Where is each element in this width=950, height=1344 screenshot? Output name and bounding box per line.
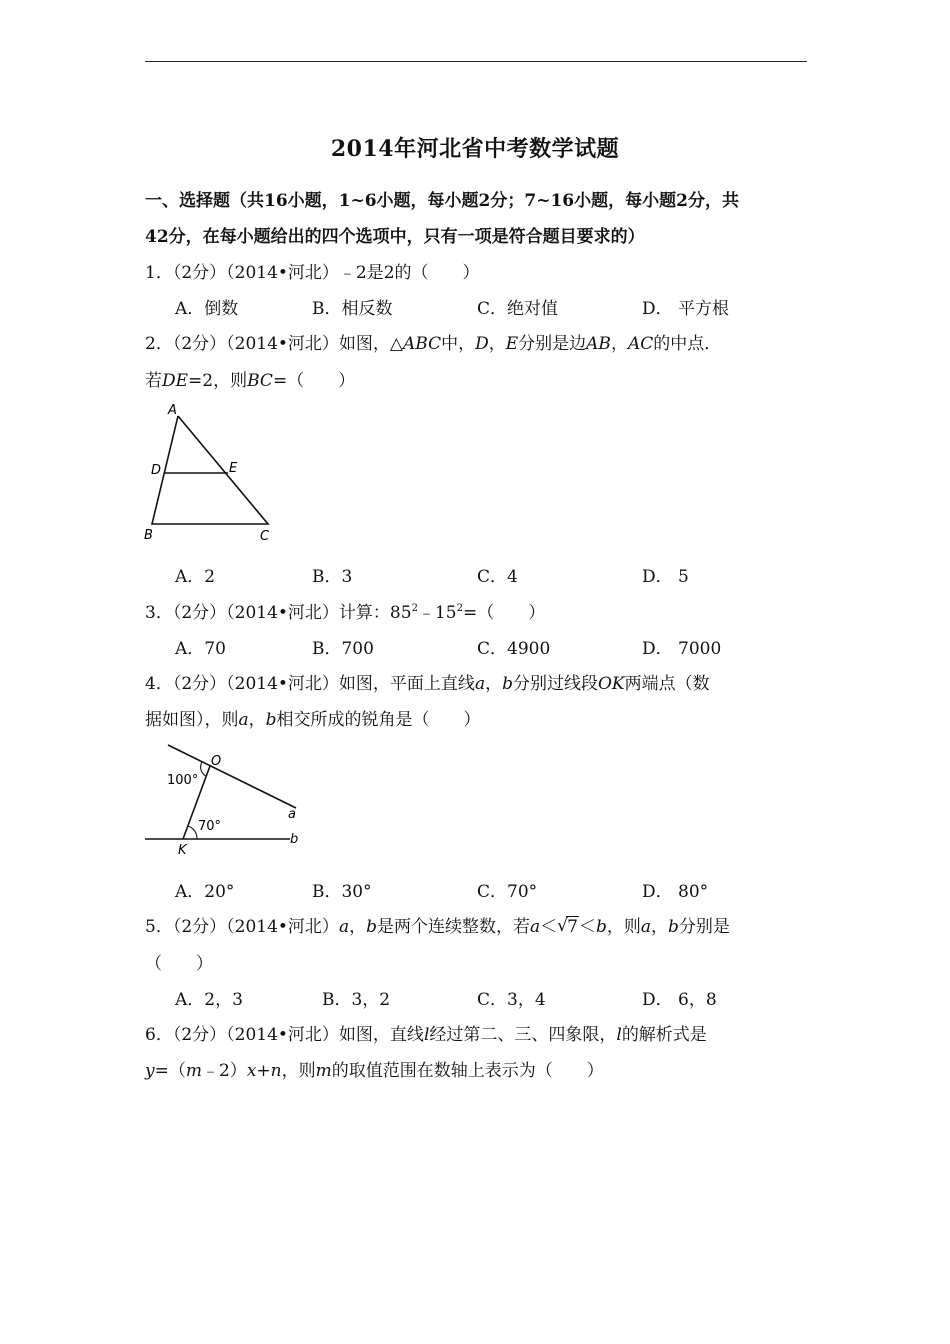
q2-var-e: E (505, 334, 519, 354)
q2-var-ac: AC (627, 334, 654, 354)
q3-exponent: 2 (456, 603, 463, 614)
q5-text: ＜ (578, 917, 596, 937)
q4-label-a: a (288, 807, 296, 822)
q4-var-a: a (474, 674, 486, 694)
q5-sqrt (557, 915, 579, 939)
q4-text: 4．（2分）（2014•河北）如图，平面上直线 (145, 674, 475, 694)
q2-var-d: D (475, 334, 489, 354)
q3-text: 3．（2分）（2014•河北）计算：85 (145, 603, 412, 623)
q2-option-c: C．4 (477, 567, 518, 587)
q2-label-d: D (151, 463, 162, 478)
q4-text: ， (248, 710, 266, 730)
q4-text: ， (485, 674, 503, 694)
q2-label-c: C (260, 529, 270, 544)
q3-text: =（ ） (462, 603, 546, 623)
q4-text: 相交所成的锐角是（ ） (276, 710, 481, 730)
q4-option-a: A．20° (175, 882, 235, 902)
q6-text: 的取值范围在数轴上表示为（ ） (331, 1061, 604, 1081)
q5-text: ， (349, 917, 367, 937)
q4-stem-line2 (145, 708, 481, 732)
q5-var-b: b (667, 917, 679, 937)
q2-text: ， (610, 334, 628, 354)
q3-option-a: A．70 (175, 639, 226, 659)
q1-option-d: D． 平方根 (642, 299, 730, 319)
q2-option-a: A．2 (175, 567, 216, 587)
q4-option-b: B．30° (312, 882, 372, 902)
q6-var-y: y (145, 1061, 155, 1081)
q2-text: 2．（2分）（2014•河北）如图，△ (145, 334, 403, 354)
q1-option-b: B．相反数 (312, 299, 393, 319)
q5-option-a: A．2，3 (175, 990, 243, 1010)
q3-stem (145, 601, 545, 625)
q4-option-c: C．70° (477, 882, 538, 902)
q5-radicand: 7 (567, 917, 578, 937)
q5-var-a: a (640, 917, 651, 937)
q4-var-b: b (502, 674, 513, 694)
q2-text: 的中点． (653, 334, 722, 354)
q2-option-b: B．3 (312, 567, 353, 587)
q6-text: ﹣2） (201, 1061, 247, 1081)
q4-label-b: b (290, 832, 299, 847)
q3-option-b: B．700 (312, 639, 374, 659)
q3-option-c: C．4900 (477, 639, 551, 659)
q4-label-100: 100° (167, 773, 199, 788)
q6-var-m: m (185, 1061, 202, 1081)
q4-text: 两端点（数 (624, 674, 710, 694)
q5-text: 是两个连续整数，若 (376, 917, 530, 937)
q5-text: ＜ (540, 917, 558, 937)
q6-text: =（ (154, 1061, 186, 1081)
q4-stem-line1 (145, 672, 710, 696)
q4-text: 分别过线段 (512, 674, 598, 694)
page-title: 2014年河北省中考数学试题 (330, 136, 620, 162)
q4-angle-arc-70 (188, 826, 197, 839)
q2-var-bc: BC (247, 371, 273, 391)
q1-stem: 1．（2分）（2014•河北）﹣2是2的（ ） (145, 263, 480, 283)
q2-text: =（ ） (272, 371, 356, 391)
q5-var-a: a (529, 917, 541, 937)
q3-text: ﹣15 (417, 603, 457, 623)
q4-option-d: D． 80° (642, 882, 709, 902)
q5-var-b: b (595, 917, 607, 937)
q2-option-d: D． 5 (642, 567, 689, 587)
header-rule (145, 61, 807, 62)
q4-var-ok: OK (597, 674, 625, 694)
q2-label-b: B (144, 528, 153, 543)
q5-text: ，则 (606, 917, 641, 937)
q5-option-d: D． 6，8 (642, 990, 717, 1010)
q2-label-a: A (168, 403, 177, 418)
q6-text: + (256, 1061, 271, 1081)
q2-triangle (152, 416, 268, 524)
q6-var-m: m (315, 1061, 332, 1081)
q2-text: ， (488, 334, 506, 354)
q6-var-l: l (423, 1025, 430, 1045)
sqrt-icon: √ (557, 916, 568, 936)
q6-text: 经过第二、三、四象限， (429, 1025, 617, 1045)
q6-text: ，则 (281, 1061, 316, 1081)
q5-var-a: a (338, 917, 350, 937)
q5-text: 分别是 (678, 917, 730, 937)
q2-text: 若 (145, 371, 162, 391)
q4-label-70: 70° (198, 819, 222, 834)
section-heading-line1: 一、选择题（共16小题，1~6小题，每小题2分；7~16小题，每小题2分，共 (145, 191, 739, 211)
q2-var-ab: AB (586, 334, 611, 354)
q5-option-b: B．3，2 (322, 990, 391, 1010)
q1-option-c: C．绝对值 (477, 299, 559, 319)
q3-option-d: D． 7000 (642, 639, 722, 659)
q6-var-l: l (616, 1025, 622, 1045)
q5-var-b: b (366, 917, 377, 937)
q4-label-k: K (178, 843, 187, 858)
q2-triangle-figure (140, 400, 280, 545)
section-heading-line2: 42分，在每小题给出的四个选项中，只有一项是符合题目要求的） (145, 227, 645, 247)
q2-text: 中， (441, 334, 476, 354)
q2-var-de: DE (162, 371, 189, 391)
q4-var-a: a (238, 710, 249, 730)
q2-text: =2，则 (188, 371, 248, 391)
q3-exponent: 2 (411, 603, 418, 614)
q5-text: 5．（2分）（2014•河北） (145, 917, 339, 937)
q2-stem-line1 (145, 332, 721, 356)
q2-label-e: E (229, 461, 238, 476)
q4-text: 据如图），则 (145, 710, 239, 730)
q4-lines-figure (140, 740, 310, 860)
q5-option-c: C．3，4 (477, 990, 546, 1010)
q6-stem-line2 (145, 1059, 604, 1083)
q6-var-n: n (270, 1061, 282, 1081)
q6-var-x: x (246, 1061, 257, 1081)
q2-var-abc: ABC (403, 334, 442, 354)
q4-label-o: O (211, 754, 222, 769)
q4-var-b: b (265, 710, 277, 730)
q5-stem-line1 (145, 915, 730, 939)
q2-stem-line2 (145, 369, 355, 393)
q5-text: ， (650, 917, 668, 937)
q5-stem-line2: （ ） (145, 954, 213, 974)
q6-text: 6．（2分）（2014•河北）如图，直线 (145, 1025, 424, 1045)
q2-text: 分别是边 (518, 334, 587, 354)
q6-stem-line1 (145, 1023, 707, 1047)
q6-text: 的解析式是 (621, 1025, 707, 1045)
q1-option-a: A．倒数 (175, 299, 239, 319)
